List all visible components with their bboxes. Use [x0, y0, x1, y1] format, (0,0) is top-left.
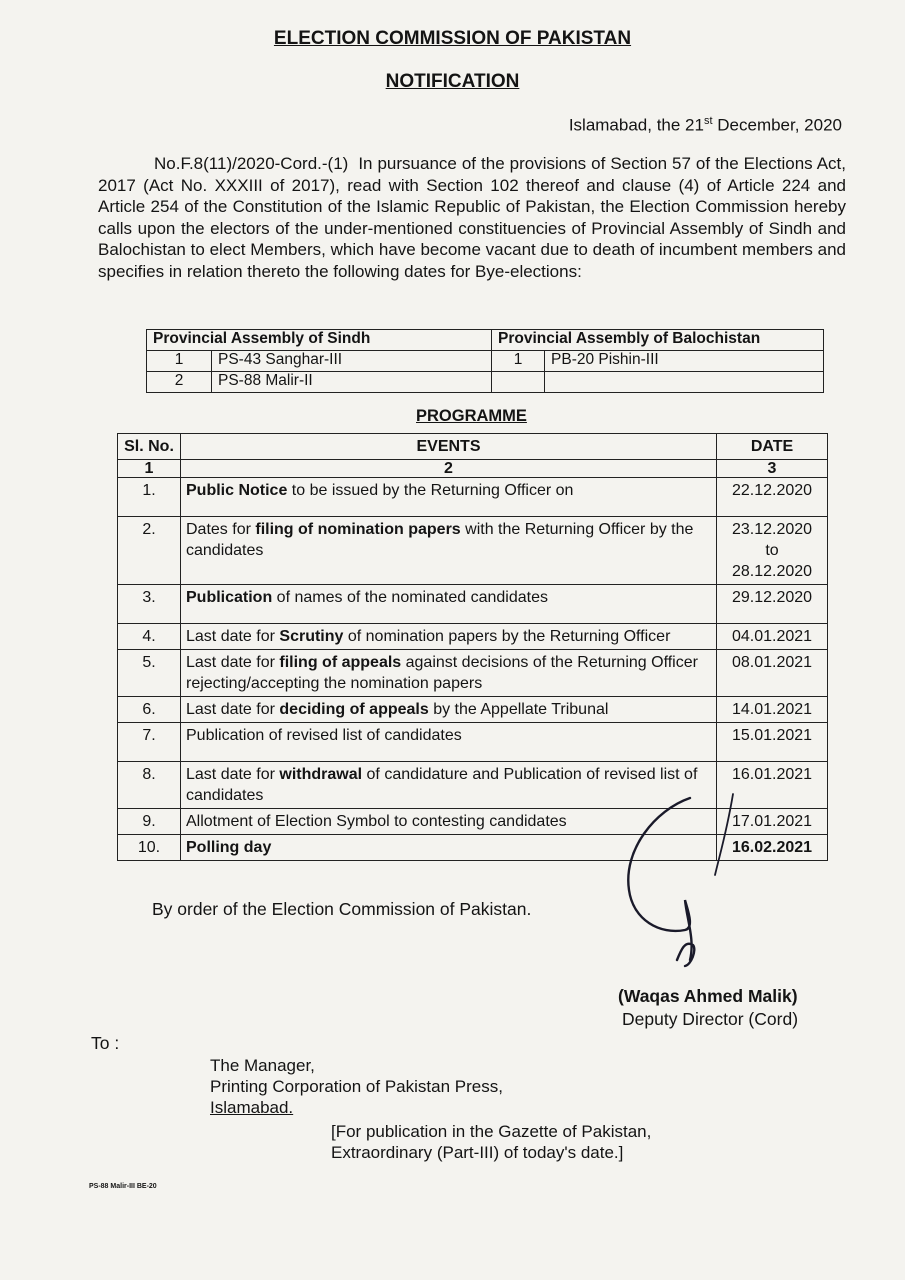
signature-icon: [615, 790, 745, 980]
column-number: 3: [717, 460, 828, 478]
row-date: 04.01.2021: [717, 624, 828, 650]
balochistan-constituency-number: 1: [492, 351, 545, 372]
table-row: [118, 478, 828, 517]
table-row: [118, 723, 828, 762]
row-date: 08.01.2021: [717, 650, 828, 697]
file-reference: PS-88 Malir-III BE-20: [89, 1183, 157, 1190]
row-sl: 1.: [118, 478, 181, 517]
balochistan-header: Provincial Assembly of Balochistan: [492, 330, 824, 351]
balochistan-constituency-name: PB-20 Pishin-III: [545, 351, 824, 372]
row-date: 15.01.2021: [717, 723, 828, 762]
row-event: Last date for withdrawal of candidature and Publication of revised list of candidates: [181, 762, 717, 809]
column-header-events: EVENTS: [181, 434, 717, 460]
row-sl: 10.: [118, 835, 181, 861]
publication-note-line: Extraordinary (Part-III) of today's date.]: [331, 1143, 624, 1162]
table-row: [118, 517, 828, 585]
row-sl: 4.: [118, 624, 181, 650]
programme-title: PROGRAMME: [416, 407, 527, 425]
signatory-title: Deputy Director (Cord): [622, 1009, 799, 1029]
recipient-line: The Manager,: [210, 1056, 315, 1075]
table-row: [118, 697, 828, 723]
signatory-name: (Waqas Ahmed Malik): [618, 986, 798, 1006]
reference-number: No.F.8(11)/2020-Cord.-(1): [154, 154, 349, 173]
table-row: [118, 585, 828, 624]
body-text: In pursuance of the provisions of Section 57 of the Elections Act, 2017 (Act No. XXXIII of 2017), read with Section 102 thereof and clause (4) of Article 224 and Article 254 of the Constitution of the Islamic Republic of Pakistan, the Election Commission hereby calls upon the electors of the under-mentioned constituencies of Provincial Assembly of Sindh and Balochistan to elect Members, which have become vacant due to death of incumbent members and specifies in relation thereto the following dates for Bye-elections:: [98, 154, 846, 281]
row-date: 23.12.2020 to 28.12.2020: [717, 517, 828, 585]
sindh-constituency-number: 1: [147, 351, 212, 372]
row-event: Dates for filing of nomination papers with the Returning Officer by the candidates: [181, 517, 717, 585]
publication-note-line: [For publication in the Gazette of Pakistan,: [331, 1122, 652, 1141]
row-sl: 6.: [118, 697, 181, 723]
row-date: 16.01.2021: [717, 762, 828, 809]
column-header-date: DATE: [717, 434, 828, 460]
document-type-title: NOTIFICATION: [385, 71, 520, 92]
issue-date: [569, 115, 842, 136]
sindh-constituency-name: PS-43 Sanghar-III: [212, 351, 492, 372]
publication-note: [331, 1121, 651, 1163]
row-event: Last date for filing of appeals against decisions of the Returning Officer rejecting/accepting the nomination papers: [181, 650, 717, 697]
row-date: 14.01.2021: [717, 697, 828, 723]
sindh-header: Provincial Assembly of Sindh: [147, 330, 492, 351]
row-sl: 3.: [118, 585, 181, 624]
row-date: 22.12.2020: [717, 478, 828, 517]
empty-cell: [492, 372, 545, 393]
notification-body: [98, 153, 846, 282]
row-sl: 7.: [118, 723, 181, 762]
column-number: 2: [181, 460, 717, 478]
issue-date-suffix: December, 2020: [712, 115, 842, 135]
row-event: Public Notice to be issued by the Returning Officer on: [181, 478, 717, 517]
row-event: Publication of names of the nominated candidates: [181, 585, 717, 624]
row-sl: 8.: [118, 762, 181, 809]
row-date: 17.01.2021: [717, 809, 828, 835]
table-row: [118, 650, 828, 697]
empty-cell: [545, 372, 824, 393]
closing-statement: By order of the Election Commission of Pakistan.: [152, 899, 532, 919]
row-date: 29.12.2020: [717, 585, 828, 624]
issue-date-prefix: Islamabad, the 21: [568, 115, 704, 135]
recipient-line: Islamabad.: [210, 1098, 294, 1117]
recipient-address: [210, 1055, 503, 1118]
row-event: Allotment of Election Symbol to contesting candidates: [181, 809, 717, 835]
sindh-constituency-name: PS-88 Malir-II: [212, 372, 492, 393]
to-label: To :: [91, 1033, 120, 1053]
constituencies-table: [146, 329, 824, 393]
issue-date-superscript: st: [703, 115, 713, 127]
row-date: 16.02.2021: [717, 835, 828, 861]
row-sl: 5.: [118, 650, 181, 697]
sindh-constituency-number: 2: [147, 372, 212, 393]
row-sl: 2.: [118, 517, 181, 585]
row-event: Polling day: [181, 835, 717, 861]
row-sl: 9.: [118, 809, 181, 835]
row-event: Publication of revised list of candidates: [181, 723, 717, 762]
table-row: [118, 624, 828, 650]
organization-title: ELECTION COMMISSION OF PAKISTAN: [273, 28, 632, 49]
column-number: 1: [118, 460, 181, 478]
row-event: Last date for Scrutiny of nomination papers by the Returning Officer: [181, 624, 717, 650]
signatory-block: [618, 985, 798, 1031]
row-event: Last date for deciding of appeals by the Appellate Tribunal: [181, 697, 717, 723]
column-header-sl-no: Sl. No.: [118, 434, 181, 460]
recipient-line: Printing Corporation of Pakistan Press,: [210, 1077, 503, 1096]
